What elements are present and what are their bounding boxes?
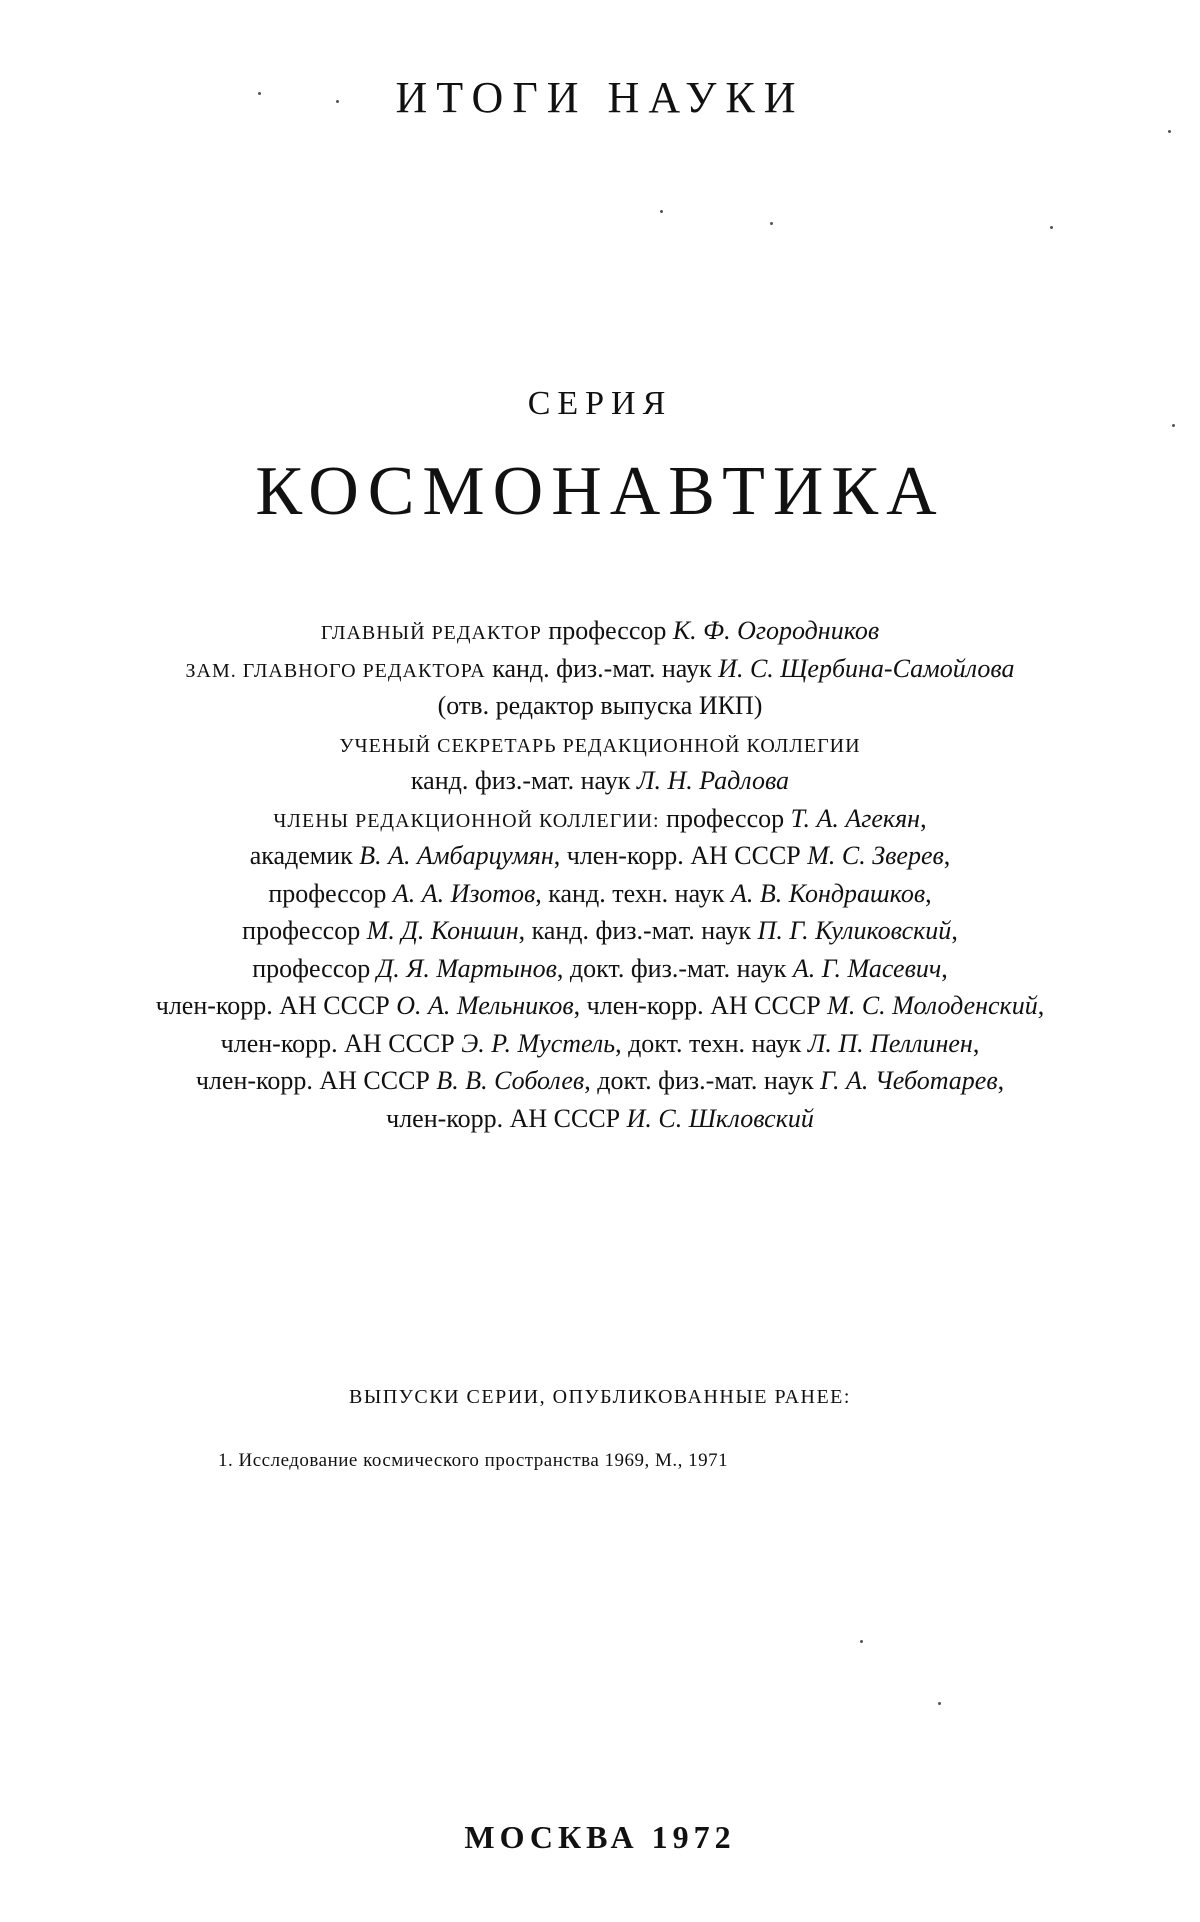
member-title: академик [249,841,353,870]
members-line-7: член-корр. АН СССР Э. Р. Мустель, докт. техн. наук Л. П. Пеллинен, [220,1028,980,1058]
scan-speck [1050,226,1053,229]
member-title: член-корр. АН СССР [566,841,801,870]
member-name: М. С. Молоденский [827,991,1038,1020]
member-name: И. С. Шкловский [626,1103,814,1133]
editorial-board [0,612,1200,1137]
members-line-3: профессор А. А. Изотов, канд. техн. наук А. В. Кондрашков, [268,878,932,908]
member-title: канд. техн. наук [548,878,725,908]
member-title: член-корр. АН СССР [155,991,390,1020]
members-line-8: член-корр. АН СССР В. В. Соболев, докт. физ.-мат. наук Г. А. Чеботарев, [195,1066,1005,1095]
member-title: профессор [242,916,361,945]
chief-editor-line [0,612,1200,650]
member-title: член-корр. АН СССР [195,1066,430,1095]
member-name: В. В. Соболев [436,1066,585,1095]
member-title: докт. физ.-мат. наук [597,1066,814,1095]
deputy-editor-note: (отв. редактор выпуска ИКП) [437,691,763,720]
chief-editor-title: профессор [548,616,667,645]
secretary-title: канд. физ.-мат. наук [410,766,631,795]
member-name: Э. Р. Мустель [461,1028,616,1058]
imprint-place-year: МОСКВА 1972 [464,1819,736,1855]
member-title: докт. техн. наук [628,1028,802,1058]
secretary-role-line [0,725,1200,763]
deputy-editor-line [0,650,1200,688]
member-name: М. С. Зверев [807,841,944,870]
earlier-issues-heading: ВЫПУСКИ СЕРИИ, ОПУБЛИКОВАННЫЕ РАНЕЕ: [349,1386,851,1408]
member-name: Д. Я. Мартынов [376,953,557,983]
members-line-9 [0,1100,1200,1138]
scan-speck [860,1640,863,1643]
members-line-6: член-корр. АН СССР О. А. Мельников, член-корр. АН СССР М. С. Молоденский, [155,991,1045,1020]
scan-speck [258,92,261,95]
scan-speck [336,100,339,103]
scan-speck [770,222,773,225]
members-line-5: профессор Д. Я. Мартынов, докт. физ.-мат. наук А. Г. Масевич, [252,953,948,983]
deputy-editor-name: И. С. Щербина-Самойлова [718,653,1015,683]
member-name: О. А. Мельников [396,991,574,1020]
member-name: А. Г. Масевич [792,953,942,983]
members-role: ЧЛЕНЫ РЕДАКЦИОННОЙ КОЛЛЕГИИ: [273,809,660,832]
member-name: П. Г. Куликовский [757,916,952,945]
series-name: КОСМОНАВТИКА [255,453,945,530]
scan-speck [1172,424,1175,427]
members-line-2: академик В. А. Амбарцумян, член-корр. АН СССР М. С. Зверев, [249,841,951,870]
scan-speck [938,1702,941,1705]
member-title: член-корр. АН СССР [586,991,821,1020]
member-title: канд. физ.-мат. наук [531,916,752,945]
members-line-1: ЧЛЕНЫ РЕДАКЦИОННОЙ КОЛЛЕГИИ: профессор Т. А. Агекян, [273,803,927,833]
series-label: СЕРИЯ [527,385,673,422]
member-name: Г. А. Чеботарев [820,1066,998,1095]
secretary-name: Л. Н. Радлова [636,766,790,795]
member-title: член-корр. АН СССР [386,1103,621,1133]
scan-speck [660,210,663,213]
deputy-editor-title: канд. физ.-мат. наук [492,653,712,683]
member-name: М. Д. Коншин [366,916,519,945]
members-line-4: профессор М. Д. Коншин, канд. физ.-мат. наук П. Г. Куликовский, [242,916,958,945]
member-title: член-корр. АН СССР [220,1028,455,1058]
chief-editor-role: ГЛАВНЫЙ РЕДАКТОР [320,622,542,644]
member-name: А. А. Изотов [392,878,536,908]
deputy-editor-note-line [0,687,1200,725]
series-top-title: ИТОГИ НАУКИ [395,73,805,122]
chief-editor-name: К. Ф. Огородников [672,616,880,645]
scan-speck [1168,130,1171,133]
secretary-line [0,762,1200,800]
member-name: А. В. Кондрашков [730,878,926,908]
member-title: профессор [666,803,785,833]
member-name: Т. А. Агекян [790,803,921,833]
member-title: профессор [268,878,387,908]
member-name: В. А. Амбарцумян [359,841,554,870]
secretary-role: УЧЕНЫЙ СЕКРЕТАРЬ РЕДАКЦИОННОЙ КОЛЛЕГИИ [339,734,861,757]
member-title: профессор [252,953,371,983]
earlier-issue-item: 1. Исследование космического пространства 1969, М., 1971 [218,1450,729,1471]
deputy-editor-role: ЗАМ. ГЛАВНОГО РЕДАКТОРА [185,659,486,682]
member-title: докт. физ.-мат. наук [569,953,787,983]
member-name: Л. П. Пеллинен [807,1028,973,1058]
